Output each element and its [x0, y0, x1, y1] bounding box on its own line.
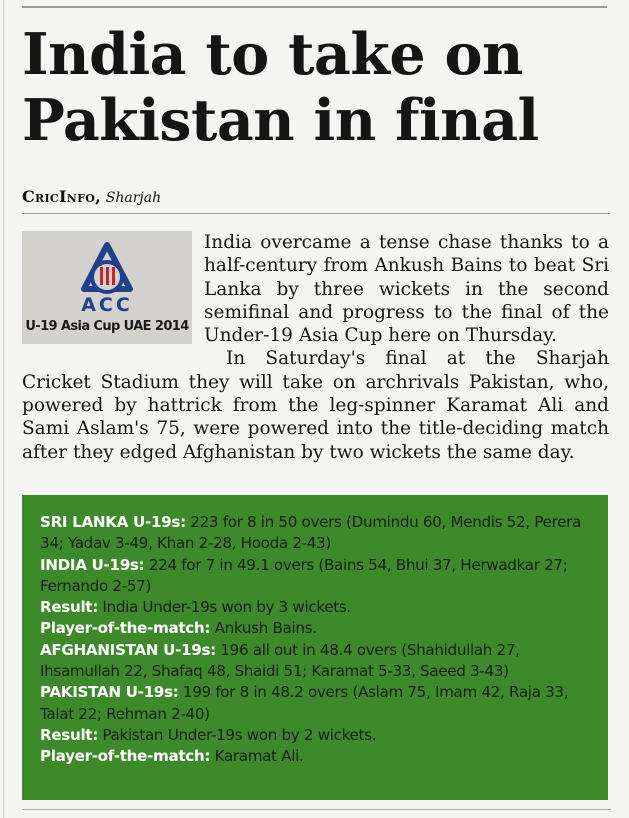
scorecard-text: Pakistan Under-19s won by 2 wickets.: [97, 725, 377, 744]
top-rule: [22, 6, 607, 8]
scorecard-text: 199 for 8 in 48.2 overs (Aslam 75, Imam 42, Raja 33, Talat 22; Rehman 2-40): [40, 683, 569, 723]
byline: [22, 186, 610, 214]
scorecard-text: 223 for 8 in 50 overs (Dumindu 60, Mendis 52, Perera 34; Yadav 3-49, Khan 2-28, Hooda 2-43): [40, 513, 581, 553]
scorecard-text: Karamat Ali.: [210, 747, 304, 766]
scorecard-text: 196 all out in 48.4 overs (Shahidullah 27, Ihsamullah 22, Shafaq 48, Shaidi 51; Karamat 5-33, Saeed 3-43): [40, 640, 520, 681]
scorecard-box: [22, 495, 608, 800]
byline-rule: [22, 213, 610, 214]
scorecard-line: [40, 746, 594, 767]
byline-source: CricInfo,: [22, 187, 101, 206]
scorecard-line: [40, 640, 594, 683]
paragraph-2: In Saturday's final at the Sharjah Cricket Stadium they will take on archrivals Pakistan, who, powered by hattrick from the leg-spinner Karamat Ali and Sami Aslam's 75, were powered into the title-deciding match after they edged Afghanistan by two wickets the same day.: [22, 348, 609, 463]
bottom-rule: [22, 809, 611, 810]
headline: India to take on Pakistan in final: [22, 21, 539, 154]
scorecard-label: Player-of-the-match:: [40, 747, 211, 766]
scorecard-text: Ankush Bains.: [210, 619, 317, 638]
scorecard-line: [40, 555, 594, 598]
acc-logo-image: [22, 231, 192, 344]
scorecard-label: INDIA U-19s:: [40, 555, 145, 574]
scorecard-label: Player-of-the-match:: [40, 619, 211, 638]
scorecard-label: AFGHANISTAN U-19s:: [40, 640, 216, 659]
image-caption: U-19 Asia Cup UAE 2014: [25, 319, 189, 334]
scorecard-text: India Under-19s won by 3 wickets.: [97, 598, 351, 617]
scorecard-line: [40, 682, 594, 725]
logo-text: ACC: [81, 294, 133, 316]
scorecard-line: [40, 725, 594, 746]
scorecard-line: [40, 597, 594, 618]
scorecard-label: SRI LANKA U-19s:: [40, 513, 186, 531]
byline-location: Sharjah: [105, 190, 162, 206]
scorecard-label: PAKISTAN U-19s:: [40, 683, 179, 702]
scorecard-label: Result:: [40, 725, 98, 744]
scorecard-line: [40, 512, 594, 555]
scorecard-text: 224 for 7 in 49.1 overs (Bains 54, Bhui 37, Herwadkar 27; Fernando 2-57): [40, 555, 568, 595]
page-edge-rule: [3, 0, 4, 818]
scorecard-line: [40, 618, 594, 639]
scorecard-label: Result:: [40, 598, 98, 617]
paragraph-1: India overcame a tense chase thanks to a half-century from Ankush Bains to beat Sri Lanka by three wickets in the second semifinal and progress to the final of the Under-19 Asia Cup here on Thursday.: [204, 232, 609, 347]
